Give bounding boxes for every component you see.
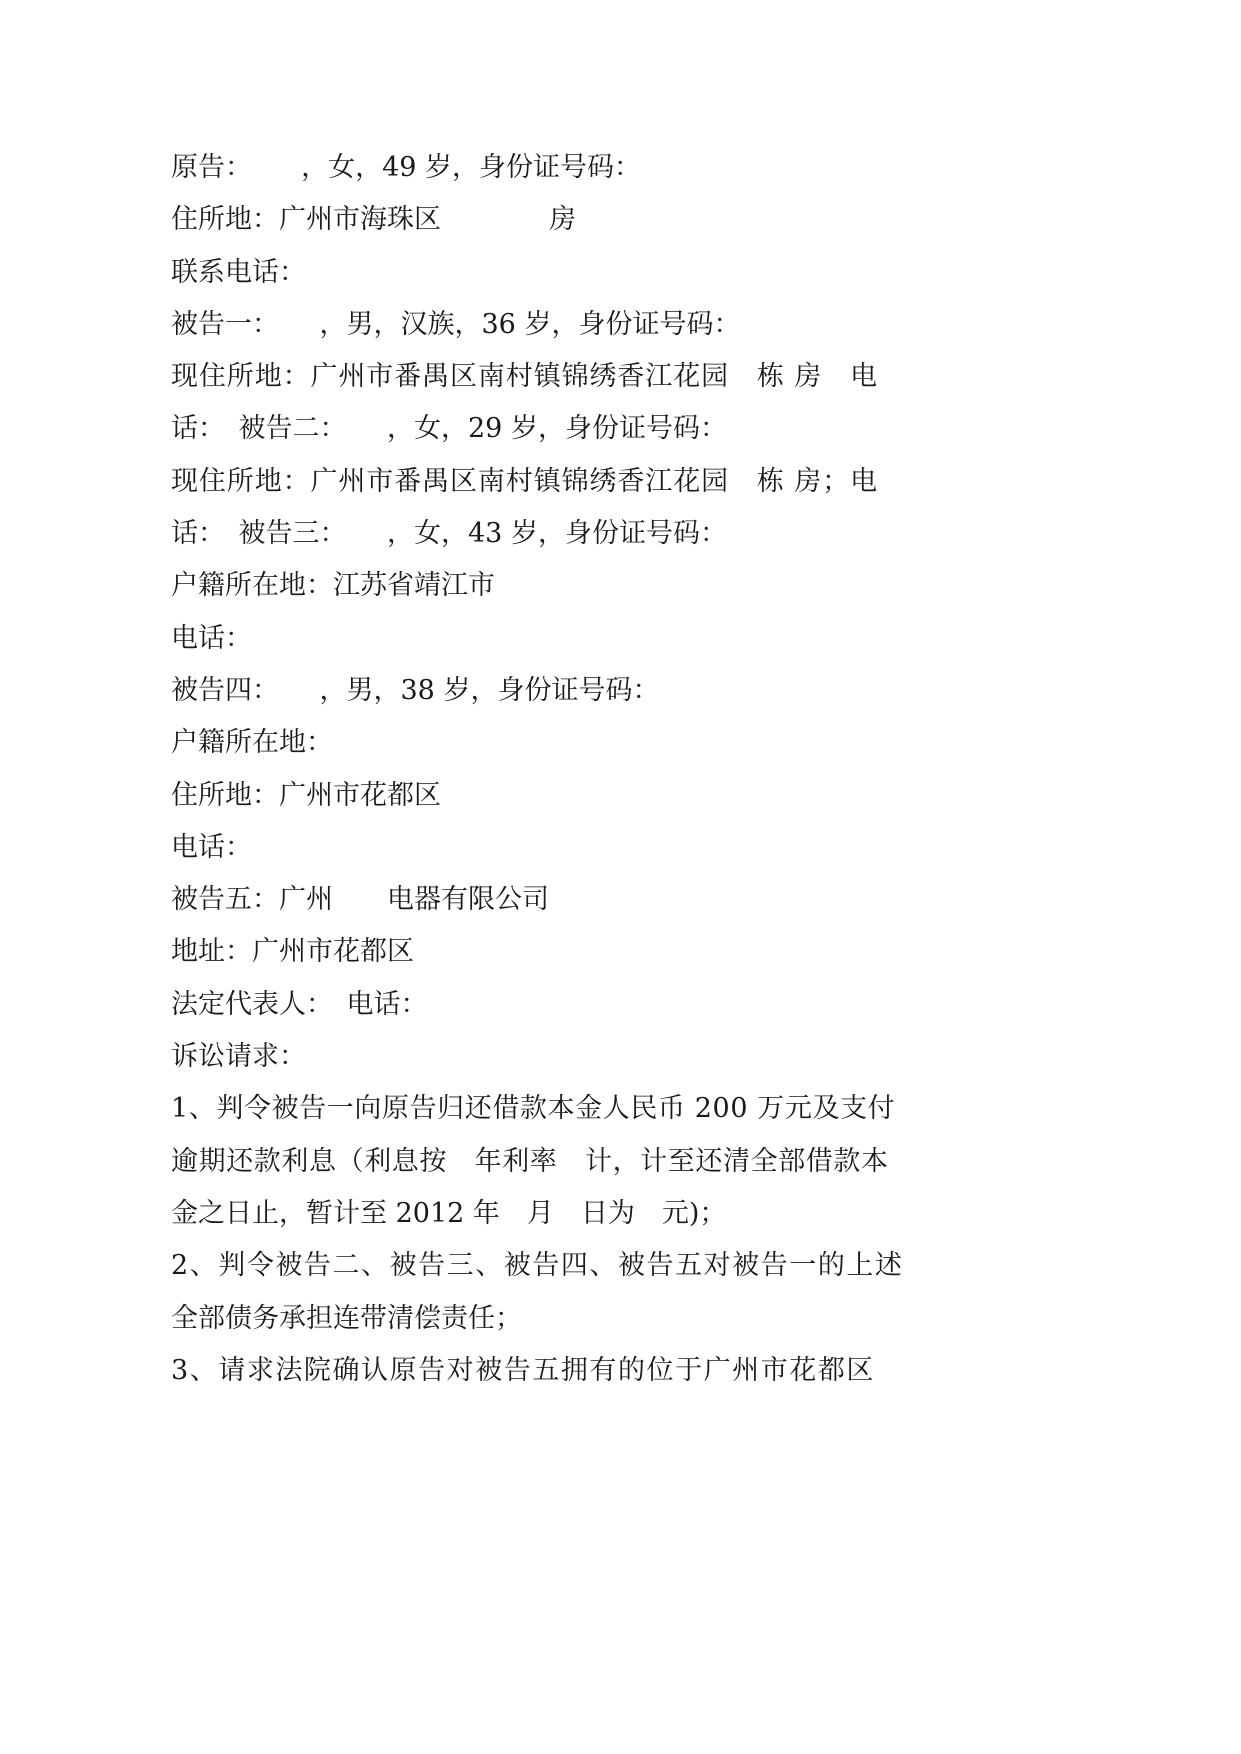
defendant-4-phone-line: 电话： xyxy=(171,831,252,863)
defendant-5-address-line: 地址：广州市花都区 xyxy=(171,936,414,968)
claim-1-line-3: 金之日止，暂计至 2012 年 月 日为 元)； xyxy=(171,1197,727,1229)
defendant-2-line: 话： 被告二： ，女，29 岁，身份证号码： xyxy=(171,413,727,445)
document-body xyxy=(171,142,941,1397)
defendant-1-line: 被告一： ，男，汉族，36 岁，身份证号码： xyxy=(171,308,741,340)
defendant-5-line: 被告五：广州 电器有限公司 xyxy=(171,884,549,916)
claim-2-line-1: 2、判令被告二、被告三、被告四、被告五对被告一的上述 xyxy=(171,1250,904,1282)
claim-1-line-1: 1、判令被告一向原告归还借款本金人民币 200 万元及支付 xyxy=(171,1093,896,1125)
defendant-3-line: 话： 被告三： ，女，43 岁，身份证号码： xyxy=(171,518,727,550)
defendant-3-phone-line: 电话： xyxy=(171,622,252,654)
plaintiff-address-line: 住所地：广州市海珠区 房 xyxy=(171,204,576,236)
claim-1-line-2: 逾期还款利息（利息按 年利率 计，计至还清全部借款本 xyxy=(171,1145,889,1177)
defendant-3-registration-line: 户籍所在地：江苏省靖江市 xyxy=(171,570,495,602)
legal-representative-line: 法定代表人： 电话： xyxy=(171,988,428,1020)
claims-heading: 诉讼请求： xyxy=(171,1041,306,1073)
defendant-1-address-line: 现住所地：广州市番禺区南村镇锦绣香江花园 栋 房 电 xyxy=(171,361,878,393)
defendant-4-address-line: 住所地：广州市花都区 xyxy=(171,779,441,811)
defendant-4-registration-line: 户籍所在地： xyxy=(171,727,333,759)
claim-2-line-2: 全部债务承担连带清偿责任； xyxy=(171,1302,522,1334)
plaintiff-phone-line: 联系电话： xyxy=(171,256,306,288)
claim-3-line-1: 3、请求法院确认原告对被告五拥有的位于广州市花都区 xyxy=(171,1354,875,1386)
defendant-4-line: 被告四： ，男，38 岁，身份证号码： xyxy=(171,674,660,706)
plaintiff-line: 原告： ，女，49 岁，身份证号码： xyxy=(171,152,642,183)
defendant-2-address-line: 现住所地：广州市番禺区南村镇锦绣香江花园 栋 房；电 xyxy=(171,465,878,497)
